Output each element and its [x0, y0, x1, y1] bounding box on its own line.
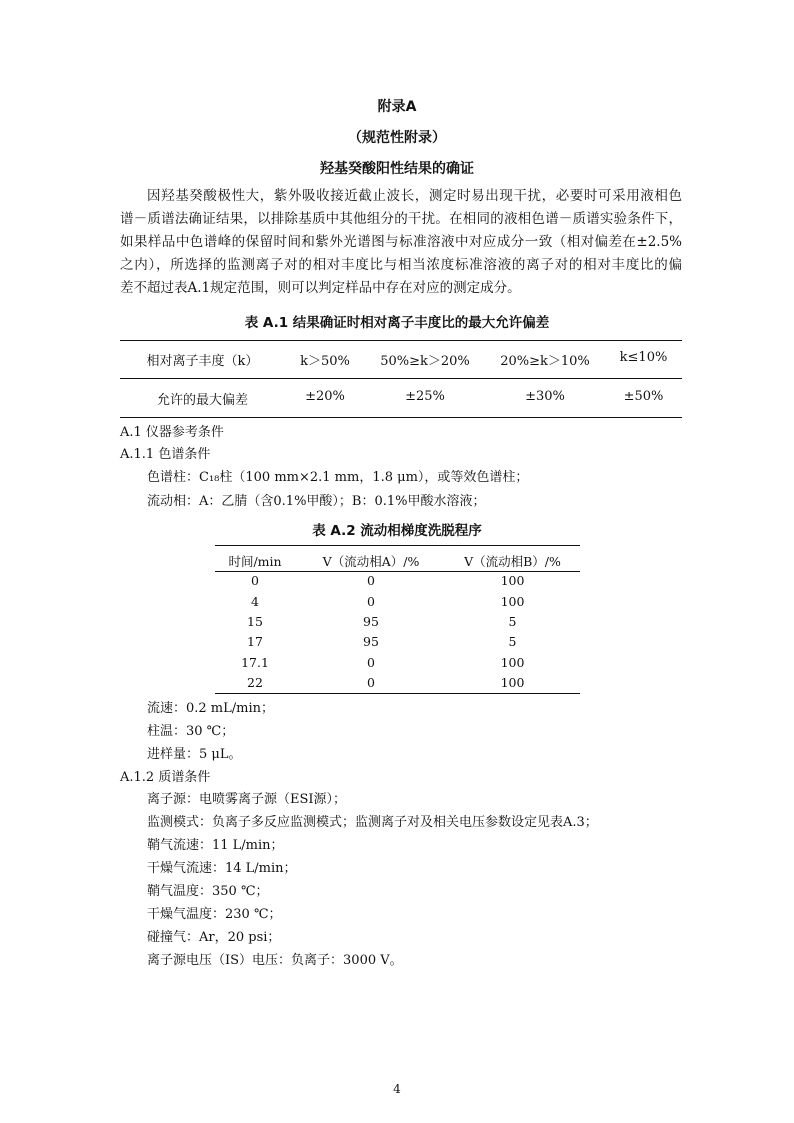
- table2-cell: 5: [508, 634, 517, 649]
- table1-row-cell: 允许的最大偏差: [156, 393, 248, 408]
- appendix-heading: 羟基癸酸阳性结果的确证: [320, 161, 474, 177]
- table2-cell: 0: [367, 573, 375, 588]
- table2-cell: 100: [500, 573, 525, 588]
- section-a12: A.1.2 质谱条件: [120, 770, 211, 785]
- intro-line: 之内），所选择的监测离子对的相对丰度比与相当浓度标准溶液的离子对的相对丰度比的偏: [120, 257, 682, 273]
- appendix-title: 附录A: [377, 99, 417, 115]
- table2-cell: 15: [247, 614, 263, 629]
- table2-caption: 表 A.2 流动相梯度洗脱程序: [312, 523, 482, 539]
- table2-cell: 4: [251, 594, 259, 609]
- table2-cell: 22: [247, 675, 263, 690]
- section-a1: A.1 仪器参考条件: [120, 425, 224, 440]
- table2-mid-rule: [215, 571, 580, 572]
- flow-rate: 流速：0.2 mL/min；: [147, 701, 275, 716]
- table1-row-cell: ±25%: [405, 389, 445, 404]
- ms-param: 碰撞气：Ar，20 psi；: [147, 930, 281, 945]
- table1-row-cell: ±30%: [525, 389, 565, 404]
- table2-cell: 100: [500, 594, 525, 609]
- table1-header-cell: k＞50%: [300, 354, 350, 369]
- table1-row-cell: ±20%: [305, 389, 345, 404]
- column-spec: 色谱柱：C₁₈柱（100 mm×2.1 mm，1.8 μm），或等效色谱柱；: [147, 470, 529, 485]
- ms-param: 干燥气温度：230 ℃；: [147, 907, 282, 922]
- table2-cell: 17: [247, 634, 263, 649]
- table2-header-cell: V（流动相A）/%: [322, 554, 420, 569]
- table2-bottom-rule: [215, 693, 580, 694]
- table1-header-cell: 20%≥k＞10%: [500, 354, 590, 369]
- table1-header-cell: 相对离子丰度（k）: [146, 354, 259, 369]
- intro-line: 谱－质谱法确证结果，以排除基质中其他组分的干扰。在相同的液相色谱－质谱实验条件下，: [120, 211, 682, 227]
- ms-param: 离子源：电喷雾离子源（ESI源）；: [147, 792, 347, 807]
- table2-cell: 0: [367, 675, 375, 690]
- table2-header-cell: V（流动相B）/%: [464, 554, 561, 569]
- table2-cell: 100: [500, 675, 525, 690]
- table1-header-cell: k≤10%: [619, 350, 668, 365]
- table1-caption: 表 A.1 结果确证时相对离子丰度比的最大允许偏差: [244, 315, 550, 331]
- table1-header-cell: 50%≥k＞20%: [380, 354, 470, 369]
- table1-top-rule: [120, 340, 682, 341]
- table2-cell: 0: [367, 594, 375, 609]
- appendix-subtitle: （规范性附录）: [348, 130, 446, 146]
- column-temp: 柱温：30 ℃；: [147, 724, 235, 739]
- table2-cell: 0: [251, 573, 259, 588]
- table1-mid-rule: [120, 378, 682, 379]
- intro-line: 差不超过表A.1规定范围，则可以判定样品中存在对应的测定成分。: [120, 280, 521, 296]
- ms-param: 干燥气流速：14 L/min；: [147, 861, 297, 876]
- table2-cell: 95: [363, 634, 379, 649]
- ms-param: 鞘气流速：11 L/min；: [147, 838, 284, 853]
- ms-param: 离子源电压（IS）电压：负离子：3000 V。: [147, 953, 403, 968]
- table1-row-cell: ±50%: [623, 389, 664, 404]
- table2-cell: 17.1: [241, 655, 269, 670]
- table1-bottom-rule: [120, 417, 682, 418]
- page-number: 4: [393, 1082, 401, 1096]
- injection-volume: 进样量：5 μL。: [147, 747, 242, 762]
- table2-top-rule: [215, 545, 580, 546]
- intro-paragraph: [120, 185, 682, 300]
- mobile-phase: 流动相：A：乙腈（含0.1%甲酸）；B：0.1%甲酸水溶液；: [147, 494, 486, 509]
- intro-line: 如果样品中色谱峰的保留时间和紫外光谱图与标准溶液中对应成分一致（相对偏差在±2.5%: [120, 234, 682, 250]
- table2-cell: 0: [367, 655, 375, 670]
- table2-cell: 100: [500, 655, 525, 670]
- table2-cell: 5: [508, 614, 517, 629]
- intro-line: 因羟基癸酸极性大，紫外吸收接近截止波长，测定时易出现干扰，必要时可采用液相色: [147, 188, 682, 204]
- ms-param: 鞘气温度：350 ℃；: [147, 884, 269, 899]
- table2-header-cell: 时间/min: [228, 554, 282, 569]
- table2-cell: 95: [363, 614, 379, 629]
- section-a11: A.1.1 色谱条件: [120, 447, 211, 462]
- ms-param: 监测模式：负离子多反应监测模式；监测离子对及相关电压参数设定见表A.3；: [147, 815, 598, 830]
